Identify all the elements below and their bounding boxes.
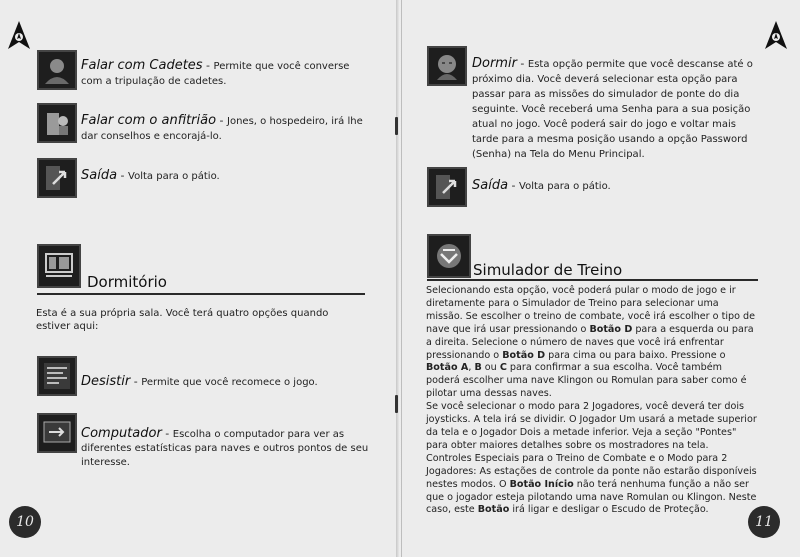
- entry-text: Jones, o hospedeiro, irá lhe dar conselhos e encorajá-lo.: [81, 116, 363, 142]
- left-page: [0, 0, 399, 557]
- simulator-body: Selecionando esta opção, você poderá pular o modo de jogo e ir diretamente para o Simulador de Treino para selecionar uma missão. Se escolher o treino de combate, você irá escolher o tipo de nave que irá usar pressionando o Botão D para a esquerda ou para a direita. Selecione o número de naves que você irá enfrentar pressionando o Botão D para cima ou para baixo. Pressione o Botão A, B ou C para confirmar a sua escolha. Você também poderá escolher uma nave Klingon ou Romulan para saber como é pilotar uma dessas naves. Se você selecionar o modo para 2 Jogadores, você deverá ter dois joysticks. A tela irá se dividir. O Jogador Um usará a metade superior da tela e o Jogador Dois a metade inferior. Veja a seção "Pontes" para obter maiores detalhes sobre os mostradores na tela. Controles Especiais para o Treino de Combate e o Modo para 2 Jogadores: As estações de controle da ponte não estarão disponíveis nestes modos. O Botão Início não terá nenhuma função a não ser que o jogador esteja pilotando uma nave Romulan ou Klingon. Neste caso, este Botão irá ligar e desligar o Escudo de Proteção.: [426, 285, 757, 516]
- entry-term: Saída: [472, 178, 509, 193]
- simulator-emblem-icon: [427, 234, 471, 278]
- entry-term: Computador: [81, 426, 162, 441]
- entry-text: Permite que você recomece o jogo.: [141, 377, 318, 388]
- starfleet-emblem-icon: [763, 20, 789, 50]
- entry-term: Saída: [81, 168, 118, 183]
- button-reference: Botão A: [426, 362, 469, 374]
- right-page: [401, 0, 800, 557]
- section-divider: [37, 293, 365, 295]
- dormitory-door-icon: [37, 244, 81, 288]
- button-reference: Botão: [477, 504, 510, 516]
- entry-dormir: Dormir - Esta opção permite que você descanse até o próximo dia. Você deverá selecionar esta opção para passar para as missões do simulador de ponte do dia seguinte. Você receberá uma Senha para a sua posição atual no jogo. Você poderá sair do jogo e voltar mais tarde para a mesma posição usando a opção Password (Senha) na Tela do Menu Principal.: [472, 56, 753, 160]
- entry-saida: Saída - Volta para o pátio.: [472, 178, 611, 193]
- cadets-icon: [37, 50, 77, 90]
- entry-term: Dormir: [472, 56, 517, 71]
- entry-text: Volta para o pátio.: [128, 171, 220, 182]
- button-reference: Botão Início: [509, 478, 574, 490]
- exit-arrow-icon: [427, 167, 467, 207]
- entry-text: Volta para o pátio.: [519, 181, 611, 192]
- entry-term: Falar com o anfitrião: [81, 113, 217, 128]
- section-title-simulador: Simulador de Treino: [473, 261, 623, 279]
- section-divider: [427, 279, 758, 281]
- entry-saida: Saída - Volta para o pátio.: [81, 168, 220, 183]
- button-reference: B: [474, 362, 482, 374]
- entry-desistir: Desistir - Permite que você recomece o jogo.: [81, 374, 318, 389]
- sleep-portrait-icon: [427, 46, 467, 86]
- entry-falar-cadetes: Falar com Cadetes - Permite que você converse com a tripulação de cadetes.: [81, 58, 350, 87]
- section-intro: Esta é a sua própria sala. Você terá quatro opções quando estiver aqui:: [36, 308, 329, 332]
- host-icon: [37, 103, 77, 143]
- page-number-right: 11: [748, 506, 780, 538]
- quit-terminal-icon: [37, 356, 77, 396]
- entry-text: Esta opção permite que você descanse até o próximo dia. Você deverá selecionar esta opção para passar para as missões do simulador de ponte do dia seguinte. Você receberá uma Senha para a sua posição atual no jogo. Você poderá sair do jogo e voltar mais tarde para a mesma posição usando a opção Password (Senha) na Tela do Menu Principal.: [472, 59, 753, 160]
- exit-arrow-icon: [37, 158, 77, 198]
- binding-mark: [395, 395, 398, 413]
- computer-terminal-icon: [37, 413, 77, 453]
- page-number-left: 10: [9, 506, 41, 538]
- button-reference: Botão D: [589, 323, 633, 335]
- button-reference: Botão D: [502, 349, 546, 361]
- entry-text: Permite que você converse com a tripulação de cadetes.: [81, 61, 350, 87]
- entry-term: Falar com Cadetes: [81, 58, 203, 73]
- starfleet-emblem-icon: [6, 20, 32, 50]
- binding-mark: [395, 117, 398, 135]
- entry-falar-anfitriao: Falar com o anfitrião - Jones, o hospedeiro, irá lhe dar conselhos e encorajá-lo.: [81, 113, 363, 142]
- button-reference: C: [499, 362, 507, 374]
- section-title-dormitorio: Dormitório: [87, 273, 167, 291]
- entry-term: Desistir: [81, 374, 131, 389]
- entry-computador: Computador - Escolha o computador para ver as diferentes estatísticas para naves e outros pontos de seu interesse.: [81, 426, 369, 468]
- entry-text: Escolha o computador para ver as diferentes estatísticas para naves e outros pontos de seu interesse.: [81, 429, 369, 468]
